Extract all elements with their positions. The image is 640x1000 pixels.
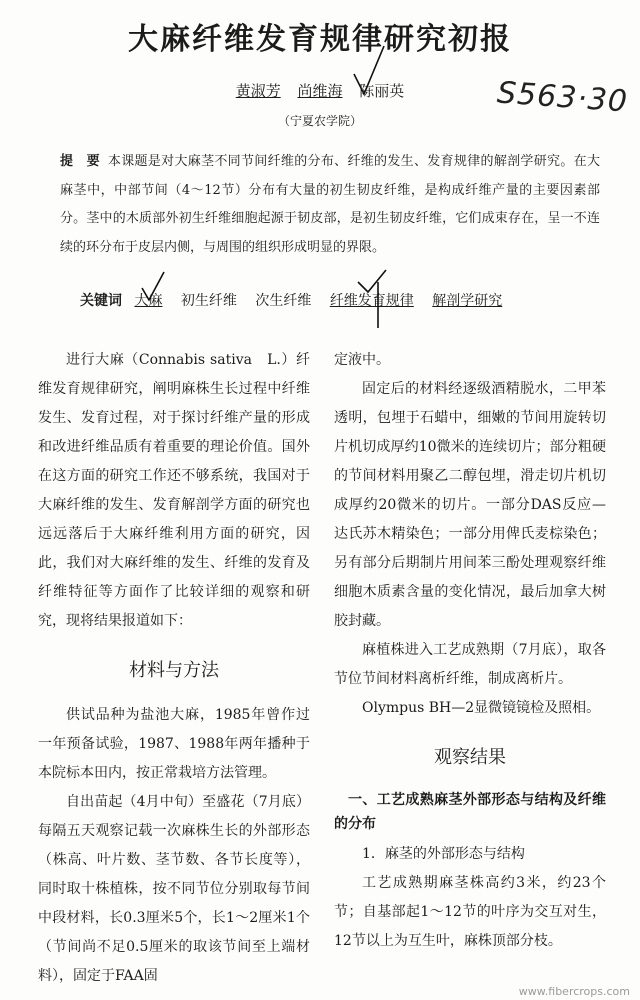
check-mark-icon — [140, 270, 166, 304]
keyword: 纤维发育规律 — [329, 293, 414, 309]
body-paragraph: 工艺成熟期麻茎株高约3米，约23个节；自基部起1～12节的叶序为交互对生，12节以上为互生叶，麻株顶部分枝。 — [334, 875, 606, 949]
author-name: 尚维海 — [297, 82, 343, 100]
subsub-heading: 1．麻茎的外部形态与结构 — [362, 846, 525, 862]
section-heading: 观察结果 — [434, 747, 506, 768]
section-heading: 材料与方法 — [129, 660, 219, 681]
abstract-label: 提 要 — [60, 154, 100, 169]
keyword: 初生纤维 — [180, 293, 237, 309]
left-column — [38, 346, 310, 991]
check-mark-icon — [356, 268, 396, 330]
author-name: 陈丽英 — [359, 82, 405, 100]
affiliation: （宁夏农学院） — [277, 114, 362, 128]
handwritten-call-number: S563·30 — [495, 75, 630, 120]
keywords-label: 关键词 — [80, 293, 122, 309]
keyword: 大麻 — [134, 293, 163, 309]
body-paragraph: 自出苗起（4月中旬）至盛花（7月底）每隔五天观察记载一次麻株生长的外部形态（株高、叶片数、茎节数、各节长度等），同时取十株植株，按不同节位分别取每节间中段材料，长0.3厘米5个，长1～2厘米1个（节间尚不足0.5厘米的取该节间至上端材料），固定于FAA固 — [38, 794, 310, 984]
author-name: 黄淑芳 — [235, 82, 281, 100]
body-paragraph: 供试品种为盐池大麻，1985年曾作过一年预备试验，1987、1988年两年播种于本院标本田内，按正常栽培方法管理。 — [38, 707, 310, 781]
keyword: 次生纤维 — [255, 293, 312, 309]
check-mark-icon — [352, 44, 386, 98]
article-title: 大麻纤维发育规律研究初报 — [128, 22, 512, 57]
intro-paragraph: 进行大麻（Connabis sativa L.）纤维发育规律研究，阐明麻株生长过程中纤维发生、发育过程，对于探讨纤维产量的形成和改进纤维品质有着重要的理论价值。国外在这方面的研究工作还不够系统，我国对于大麻纤维的发生、发育解剖学方面的研究也远远落后于大麻纤维利用方面的研究，因此，我们对大麻纤维的发生、纤维的发育及纤维特征等方面作了比较详细的观察和研究，现将结果报道如下： — [38, 352, 310, 629]
abstract — [60, 148, 600, 262]
body-paragraph: 定液中。 — [334, 352, 390, 368]
body-paragraph: Olympus BH—2显微镜镜检及照相。 — [362, 700, 601, 716]
right-column — [334, 346, 606, 956]
watermark: www.fibercrops.com — [518, 985, 630, 998]
subsection-heading: 一、工艺成熟麻茎外部形态与结构及纤维的分布 — [334, 792, 606, 832]
body-paragraph: 固定后的材料经逐级酒精脱水，二甲苯透明，包埋于石蜡中，细嫩的节间用旋转切片机切成厚约10微米的连续切片；部分粗硬的节间材料用聚乙二醇包埋，滑走切片机切成厚约20微米的切片。一部分DAS反应—达氏苏木精染色；一部分用俾氏麦棕染色；另有部分后期制片用间苯三酚处理观察纤维细胞木质素含量的变化情况，最后加拿大树胶封藏。 — [334, 381, 606, 629]
body-paragraph: 麻植株进入工艺成熟期（7月底），取各节位节间材料离析纤维，制成离析片。 — [334, 642, 606, 687]
keyword: 解剖学研究 — [432, 293, 503, 309]
abstract-text: 本课题是对大麻茎不同节间纤维的分布、纤维的发生、发育规律的解剖学研究。在大麻茎中，中部节间（4～12节）分布有大量的初生韧皮纤维，是构成纤维产量的主要因素部分。茎中的木质部外初生纤维细胞起源于韧皮部，是初生韧皮纤维，它们成束存在，呈一不连续的环分布于皮层内侧，与周围的组织形成明显的界限。 — [60, 154, 600, 255]
